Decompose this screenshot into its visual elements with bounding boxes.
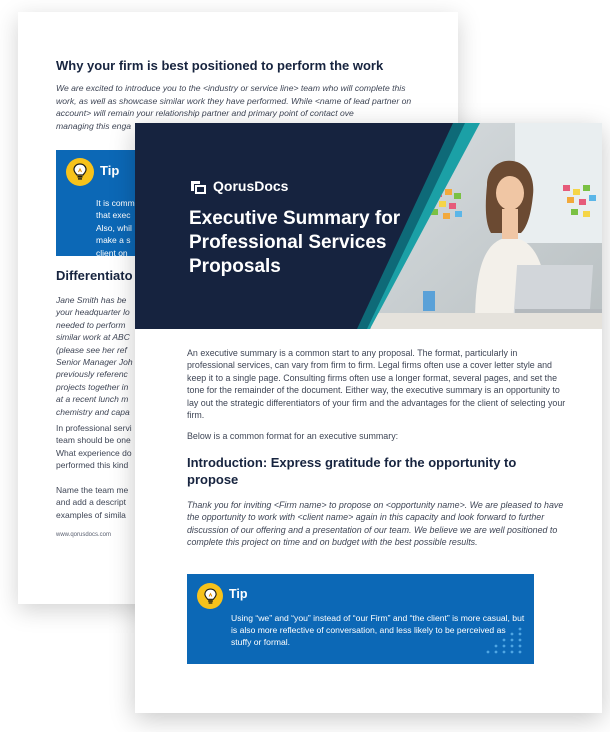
- back-page-differentiators-heading: Differentiato: [56, 268, 133, 283]
- front-page-tip-label: Tip: [229, 587, 248, 601]
- brand-logo: [189, 178, 288, 194]
- lightbulb-icon: [66, 158, 94, 186]
- lightbulb-icon: [197, 583, 223, 609]
- back-page-para-3: Name the team me and add a descript examples of simila: [56, 485, 129, 520]
- decorative-dots-icon: [482, 626, 526, 656]
- front-page: [135, 123, 602, 713]
- introduction-heading: Introduction: Express gratitude for the opportunity to propose: [187, 455, 517, 487]
- back-page-footer-url: www.qorusdocs.com: [56, 532, 112, 538]
- introduction-text: Thank you for inviting <Firm name> to propose on <opportunity name>. We are pleased to have the opportunity to work with <client name> again in this capacity and look forward to further discussion of our offering and a presentation of our team. We believe we are well positioned to complete this project on time and on budget with the best possible results.: [187, 500, 564, 548]
- back-page-title: Why your firm is best positioned to perform the work: [56, 58, 384, 73]
- back-page-intro: We are excited to introduce you to the <industry or service line> team who will complete this work, as well as showcase similar work they have performed. While <name of lead partner on account> will remain your relationship partner and primary point of contact ove managing this enga: [56, 83, 412, 131]
- front-page-para-2: Below is a common format for an executive summary:: [187, 431, 399, 441]
- brand-name: QorusDocs: [213, 178, 289, 194]
- hero-title: Executive Summary for Professional Services Proposals: [189, 208, 401, 277]
- back-page-tip-label: Tip: [100, 163, 120, 178]
- front-page-tip-text: Using “we” and “you” instead of “our Firm” and “the client” is more casual, but is also more reflective of conversation, and less likely to be perceived as stuffy or formal.: [231, 613, 525, 648]
- back-page-para-1: Jane Smith has be your headquarter lo needed to perform similar work at ABC (please see her ref Senior Manager Joh previously referenc projects together in at a recent lunch m chemistry and capa: [56, 295, 133, 417]
- qorusdocs-logo-icon: [189, 178, 207, 194]
- front-page-para-1: An executive summary is a common start to any proposal. The format, particularly in professional services, can vary from firm to firm. Legal firms often use a cover letter style and keep it to a single page. Consulting firms often use a longer format, several pages, and set the tone for the remainder of the document. Either way, the executive summary is an opportunity to lay out the strategic differentiators of your firm and the advantages for the client of selecting your firm.: [187, 348, 566, 421]
- back-page-para-2: In professional servi team should be one What experience do performed this kind: [56, 423, 132, 471]
- back-page-tip-text: It is comm that exec Also, whil make a s client on: [96, 198, 135, 258]
- hero-banner: [135, 123, 602, 329]
- front-page-tip-box: [187, 574, 534, 664]
